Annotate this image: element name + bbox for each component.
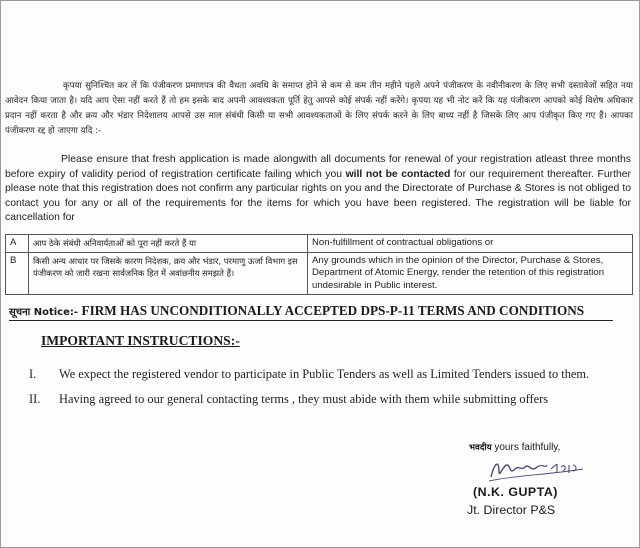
closing-english: yours faithfully, [491, 442, 561, 453]
signer-title: Jt. Director P&S [467, 503, 556, 517]
notice-line [9, 303, 613, 321]
signer-name: (N.K. GUPTA) [473, 485, 558, 499]
signature-icon [487, 455, 597, 485]
instruction-text: We expect the registered vendor to participate in Public Tenders as well as Limited Tenders issued to them. [59, 367, 590, 381]
condition-code: B [6, 252, 29, 295]
condition-english: Any grounds which in the opinion of the Director, Purchase & Stores, Department of Atomic Energy, render the retention of this registration undesirable in Public interest. [308, 252, 633, 295]
condition-code: A [6, 235, 29, 253]
list-item [25, 392, 629, 407]
notice-text: FIRM HAS UNCONDITIONALLY ACCEPTED DPS-P-11 TERMS AND CONDITIONS [81, 303, 585, 318]
closing-salutation [469, 441, 560, 453]
notice-prefix: सूचना Notice:- [9, 307, 82, 318]
english-paragraph-bold: will not be contacted [345, 168, 451, 180]
instructions-list [25, 367, 629, 406]
table-row [6, 252, 633, 295]
list-item [25, 367, 629, 382]
instruction-number: I. [29, 367, 37, 381]
closing-hindi: भवदीय [469, 443, 492, 453]
english-paragraph-part2: for our requirement thereafter. Further please note that this registration does not confirm any particular rights on you and the Directorate of Purchase & Stores is not obliged to contact you for any or all of the requirements for the items for which you have been registered. The registration will be liable for cancellation for [5, 168, 631, 223]
condition-hindi: आप ठेके संबंधी अनिवार्यताओं को पूरा नहीं करते हैं या [29, 235, 308, 253]
cancellation-conditions-table [5, 234, 633, 295]
english-paragraph [5, 153, 631, 226]
condition-english: Non-fulfillment of contractual obligations or [308, 235, 633, 253]
instruction-number: II. [29, 391, 41, 406]
table-row [6, 235, 633, 253]
instruction-text: Having agreed to our general contacting terms , they must abide with them while submitting offers [59, 391, 549, 406]
instructions-heading: IMPORTANT INSTRUCTIONS:- [41, 333, 240, 348]
condition-hindi: किसी अन्य आधार पर जिसके कारण निदेशक, क्रय और भंडार, परमाणु ऊर्जा विभाग इस पंजीकरण को जारी रखना सार्वजनिक हित में अवांछनीय समझते हैं। [29, 252, 308, 295]
hindi-paragraph: कृपया सुनिश्चित कर लें कि पंजीकरण प्रमाणपत्र की वैधता अवधि के समाप्त होने से कम से कम तीन महीने पहले अपने पंजीकरण के नवीनीकरण के लिए सभी दस्तावेजों सहित नया आवेदन किया जाता है। यदि आप ऐसा नहीं करते हैं तो हम इसके बाद अपनी आवश्यकता पूर्ति हेतु आपसे कोई संपर्क नहीं करेंगे। कृपया यह भी नोट करें कि यह पंजीकरण आपको कोई विशेष अधिकार प्रदान नहीं करता है और क्रय और भंडार निदेशालय आपसे उस माल संबंधी किसी या सभी आवश्यकताओं के लिए संपर्क करने के लिए बाध्य नहीं है जिसके लिए आप पंजीकृत किए गए हैं। आपका पंजीकरण रद्द हो जाएगा यदि :- [5, 81, 633, 136]
english-paragraph-part1: Please ensure that fresh application is made alongwith all documents for renewal of your registration atleast three months before expiry of validity period of registration certificate failing which you [5, 154, 631, 180]
